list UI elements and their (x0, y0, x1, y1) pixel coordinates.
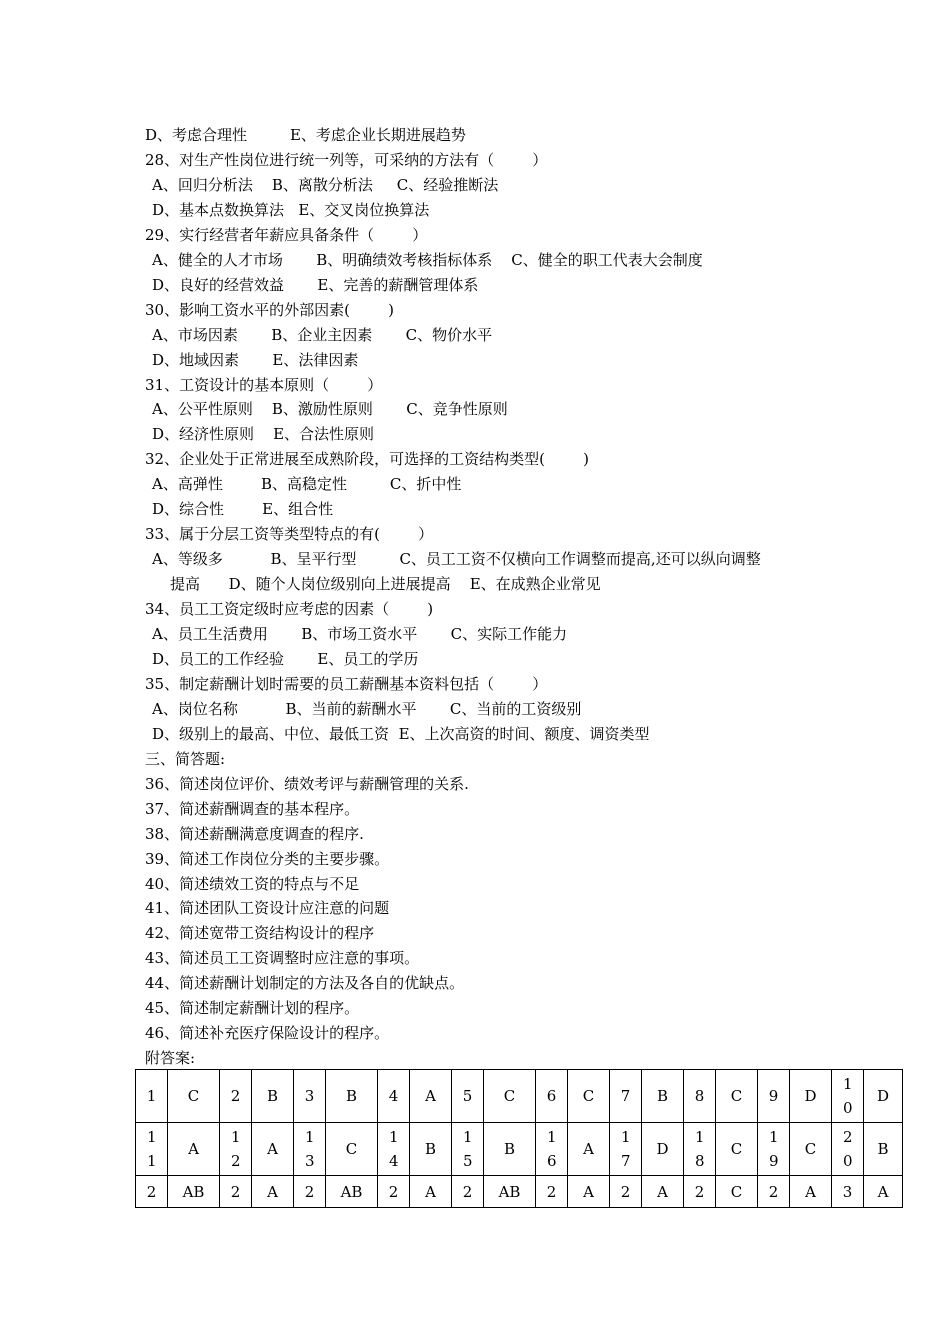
question-number-cell (136, 1123, 168, 1176)
answer-value: B (424, 1140, 437, 1158)
answer-value: AB (340, 1182, 363, 1201)
question-number-cell (378, 1123, 410, 1176)
question-number: 2 (768, 1182, 779, 1201)
question-number: 10 (843, 1075, 853, 1117)
answer-value: A (188, 1140, 199, 1158)
question-number-cell (136, 1070, 168, 1123)
question-number-cell (832, 1123, 864, 1176)
question-number: 4 (388, 1087, 399, 1105)
text-line: A、等级多 B、呈平行型 C、员工工资不仅横向工作调整而提高,还可以纵向调整 (152, 550, 761, 569)
text-line: A、回归分析法 B、离散分析法 C、经验推断法 (152, 175, 499, 194)
answer-cell (790, 1123, 832, 1176)
answer-value: A (877, 1182, 889, 1201)
text-line: 30、影响工资水平的外部因素( ) (145, 300, 394, 319)
question-number: 14 (389, 1128, 399, 1170)
answer-cell (252, 1123, 294, 1176)
question-number-cell (536, 1070, 568, 1123)
question-number: 11 (147, 1128, 157, 1170)
question-number-cell (136, 1176, 168, 1208)
question-number: 13 (305, 1128, 315, 1170)
answer-cell (568, 1070, 610, 1123)
text-line: 46、简述补充医疗保险设计的程序。 (145, 1024, 390, 1043)
question-number-cell (610, 1070, 642, 1123)
question-number-cell (758, 1123, 790, 1176)
answer-cell (326, 1176, 378, 1208)
answer-cell (410, 1123, 452, 1176)
answer-cell (252, 1176, 294, 1208)
text-line: 34、员工工资定级时应考虑的因素（ ) (145, 600, 434, 619)
question-number-cell (378, 1070, 410, 1123)
text-line: 36、简述岗位评价、绩效考评与薪酬管理的关系. (145, 774, 469, 793)
text-line: D、地域因素 E、法律因素 (152, 350, 359, 369)
text-line: 29、实行经营者年薪应具备条件（ ） (145, 225, 428, 244)
question-number: 2 (230, 1182, 241, 1201)
answer-cell (484, 1070, 536, 1123)
answer-value: AB (182, 1182, 205, 1201)
text-line: 32、企业处于正常进展至成熟阶段，可选择的工资结构类型( ) (145, 450, 589, 469)
text-line: A、市场因素 B、企业主因素 C、物价水平 (152, 325, 493, 344)
text-line: 42、简述宽带工资结构设计的程序 (145, 924, 375, 943)
question-number: 12 (231, 1128, 241, 1170)
question-number-cell (684, 1070, 716, 1123)
text-line: 38、简述薪酬满意度调查的程序. (145, 824, 364, 843)
question-number: 9 (768, 1087, 779, 1105)
answer-value: D (656, 1140, 669, 1158)
answer-cell (326, 1070, 378, 1123)
answer-cell (642, 1123, 684, 1176)
text-line: A、高弹性 B、高稳定性 C、折中性 (152, 475, 462, 494)
question-number: 2 (694, 1182, 705, 1201)
question-number: 2 (462, 1182, 473, 1201)
answer-value: C (503, 1087, 516, 1105)
text-line: 三、简答题: (145, 749, 226, 768)
question-number: 1 (146, 1087, 157, 1105)
question-number-cell (220, 1070, 252, 1123)
answer-cell (410, 1176, 452, 1208)
question-number: 20 (843, 1128, 853, 1170)
question-number: 17 (621, 1128, 631, 1170)
question-number-cell (684, 1123, 716, 1176)
answer-value: C (345, 1140, 358, 1158)
answer-value: A (267, 1140, 278, 1158)
answer-value: C (730, 1140, 743, 1158)
answer-value: B (503, 1140, 516, 1158)
answer-cell (484, 1123, 536, 1176)
text-line: 31、工资设计的基本原则（ ） (145, 375, 383, 394)
answer-cell (484, 1176, 536, 1208)
answer-value: A (425, 1087, 436, 1105)
question-number-cell (684, 1176, 716, 1208)
answer-cell (790, 1070, 832, 1123)
question-number: 2 (620, 1182, 631, 1201)
question-number-cell (832, 1176, 864, 1208)
answer-value: A (425, 1182, 436, 1201)
answer-value: B (656, 1087, 669, 1105)
answer-cell (642, 1176, 684, 1208)
answer-cell (568, 1123, 610, 1176)
answer-value: A (583, 1140, 594, 1158)
text-line: A、岗位名称 B、当前的薪酬水平 C、当前的工资级别 (152, 699, 582, 718)
answer-cell (410, 1070, 452, 1123)
text-line: A、员工生活费用 B、市场工资水平 C、实际工作能力 (152, 625, 568, 643)
question-number-cell (294, 1176, 326, 1208)
question-number-cell (610, 1123, 642, 1176)
question-number: 2 (304, 1182, 315, 1201)
answer-cell (168, 1176, 220, 1208)
question-number-cell (452, 1123, 484, 1176)
question-number: 2 (146, 1182, 157, 1201)
question-number: 3 (304, 1087, 315, 1105)
text-line: 33、属于分层工资等类型特点的有( ） (145, 525, 434, 544)
text-line: A、公平性原则 B、激励性原则 C、竞争性原则 (152, 400, 508, 419)
answer-value: A (657, 1182, 668, 1201)
question-number-cell (536, 1123, 568, 1176)
text-line: 44、简述薪酬计划制定的方法及各自的优缺点。 (145, 974, 465, 993)
answer-cell (716, 1123, 758, 1176)
answer-value: C (187, 1087, 200, 1105)
question-number-cell (610, 1176, 642, 1208)
answer-cell (790, 1176, 832, 1208)
text-line: 39、简述工作岗位分类的主要步骤。 (145, 849, 390, 868)
text-line: 提高 D、随个人岗位级别向上进展提高 E、在成熟企业常见 (170, 575, 601, 594)
answer-cell (864, 1176, 903, 1208)
question-number: 3 (842, 1182, 853, 1201)
question-number-cell (758, 1070, 790, 1123)
answer-cell (252, 1070, 294, 1123)
answer-value: C (730, 1182, 743, 1201)
text-line: 28、对生产性岗位进行统一列等，可采纳的方法有（ ） (145, 150, 548, 169)
answer-value: D (876, 1087, 890, 1105)
question-number: 2 (546, 1182, 557, 1201)
table-row (136, 1070, 903, 1123)
answer-value: B (877, 1140, 889, 1158)
answer-cell (642, 1070, 684, 1123)
text-line: 37、简述薪酬调查的基本程序。 (145, 799, 360, 818)
answer-cell (568, 1176, 610, 1208)
answer-value: B (345, 1087, 358, 1105)
question-number-cell (378, 1176, 410, 1208)
answer-cell (716, 1070, 758, 1123)
answer-cell (864, 1123, 903, 1176)
question-number: 15 (463, 1128, 473, 1170)
answer-cell (864, 1070, 903, 1123)
question-number: 7 (620, 1087, 631, 1105)
text-line: D、经济性原则 E、合法性原则 (152, 425, 375, 444)
answer-cell (168, 1123, 220, 1176)
answer-table (135, 1069, 903, 1208)
answer-value: C (730, 1087, 743, 1105)
question-number: 5 (462, 1087, 473, 1105)
answer-value: D (804, 1087, 817, 1105)
text-line: 附答案: (145, 1049, 196, 1068)
text-line: D、考虑合理性 E、考虑企业长期进展趋势 (145, 126, 466, 144)
question-number: 2 (230, 1087, 241, 1105)
question-number: 8 (694, 1087, 705, 1105)
text-line: D、良好的经营效益 E、完善的薪酬管理体系 (152, 275, 479, 294)
question-number-cell (758, 1176, 790, 1208)
answer-value: C (582, 1087, 595, 1105)
question-number: 16 (547, 1128, 557, 1170)
question-number-cell (452, 1070, 484, 1123)
text-line: D、基本点数换算法 E、交叉岗位换算法 (152, 200, 430, 219)
text-line: 41、简述团队工资设计应注意的问题 (145, 899, 390, 918)
question-number: 2 (388, 1182, 399, 1201)
answer-value: A (267, 1182, 278, 1201)
text-line: 35、制定薪酬计划时需要的员工薪酬基本资料包括（ ） (145, 674, 548, 693)
answer-value: B (266, 1087, 279, 1105)
question-number: 18 (695, 1128, 705, 1170)
question-number-cell (294, 1070, 326, 1123)
answer-cell (716, 1176, 758, 1208)
text-line: 43、简述员工工资调整时应注意的事项。 (145, 949, 420, 968)
text-line: A、健全的人才市场 B、明确绩效考核指标体系 C、健全的职工代表大会制度 (152, 250, 703, 269)
text-line: D、员工的工作经验 E、员工的学历 (152, 649, 419, 668)
question-number: 6 (546, 1087, 557, 1105)
question-number: 19 (769, 1128, 779, 1170)
text-line: 40、简述绩效工资的特点与不足 (145, 874, 360, 893)
question-number-cell (536, 1176, 568, 1208)
answer-value: A (583, 1182, 594, 1201)
question-number-cell (220, 1176, 252, 1208)
table-row (136, 1123, 903, 1176)
question-number-cell (832, 1070, 864, 1123)
answer-value: C (804, 1140, 817, 1158)
text-line: 45、简述制定薪酬计划的程序。 (145, 999, 360, 1018)
text-line: D、级别上的最高、中位、最低工资 E、上次高资的时间、额度、调资类型 (152, 724, 650, 743)
question-number-cell (294, 1123, 326, 1176)
answer-cell (326, 1123, 378, 1176)
question-number-cell (452, 1176, 484, 1208)
text-line: D、综合性 E、组合性 (152, 500, 334, 519)
table-row (136, 1176, 903, 1208)
answer-value: A (805, 1182, 816, 1201)
answer-cell (168, 1070, 220, 1123)
answer-value: AB (498, 1182, 521, 1201)
question-number-cell (220, 1123, 252, 1176)
